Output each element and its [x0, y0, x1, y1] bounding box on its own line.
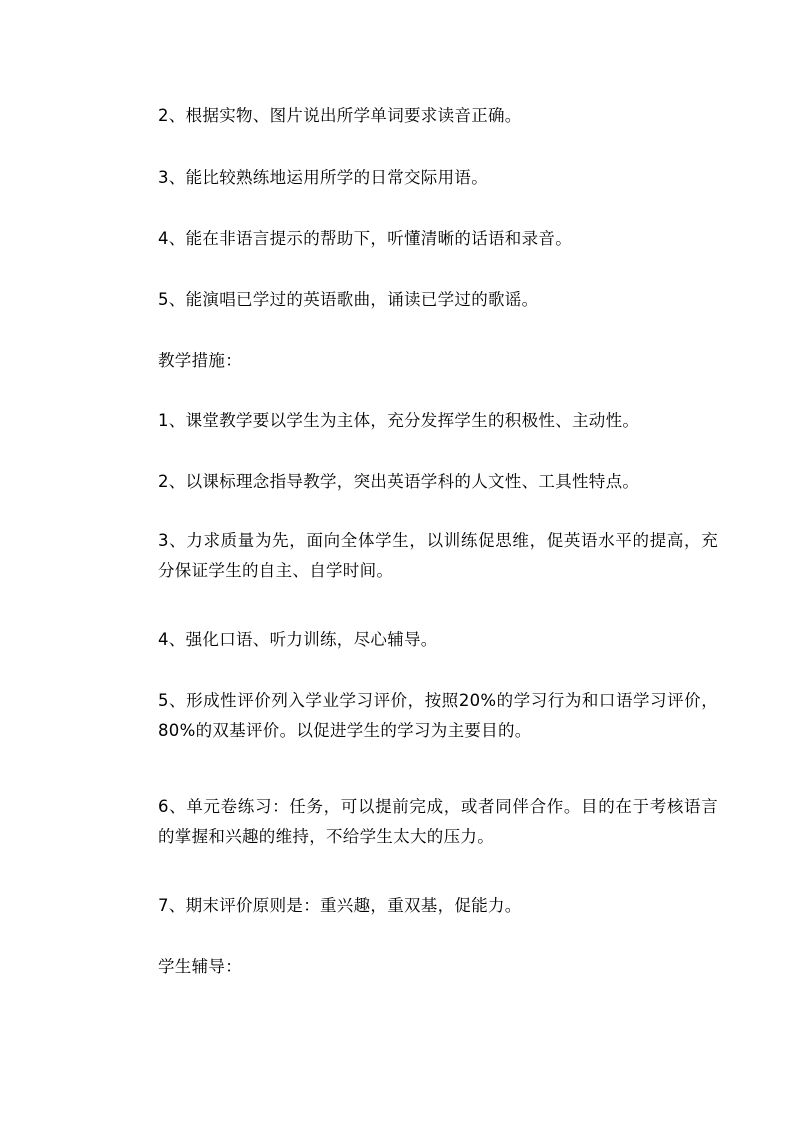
paragraph-measure-5: 5、形成性评价列入学业学习评价，按照20%的学习行为和口语学习评价，80%的双基评价。以促进学生的学习为主要目的。: [158, 691, 718, 740]
paragraph-measure-1: 1、课堂教学要以学生为主体，充分发挥学生的积极性、主动性。: [158, 411, 640, 430]
paragraph-measure-3: 3、力求质量为先，面向全体学生，以训练促思维，促英语水平的提高，充分保证学生的自主、自学时间。: [158, 531, 718, 580]
paragraph-songs: 5、能演唱已学过的英语歌曲，诵读已学过的歌谣。: [158, 290, 539, 309]
paragraph-daily-expressions: 3、能比较熟练地运用所学的日常交际用语。: [158, 168, 488, 187]
paragraph-measure-6: 6、单元卷练习：任务，可以提前完成，或者同伴合作。目的在于考核语言的掌握和兴趣的维持，不给学生太大的压力。: [158, 797, 718, 846]
paragraph-measure-2: 2、以课标理念指导教学，突出英语学科的人文性、工具性特点。: [158, 472, 640, 491]
heading-teaching-measures: 教学措施：: [158, 351, 242, 370]
paragraph-measure-7: 7、期末评价原则是：重兴趣，重双基，促能力。: [158, 896, 522, 915]
paragraph-pronunciation: 2、根据实物、图片说出所学单词要求读音正确。: [158, 106, 522, 125]
paragraph-measure-4: 4、强化口语、听力训练，尽心辅导。: [158, 630, 438, 649]
paragraph-listening: 4、能在非语言提示的帮助下，听懂清晰的话语和录音。: [158, 229, 572, 248]
heading-student-tutoring: 学生辅导：: [158, 957, 242, 976]
